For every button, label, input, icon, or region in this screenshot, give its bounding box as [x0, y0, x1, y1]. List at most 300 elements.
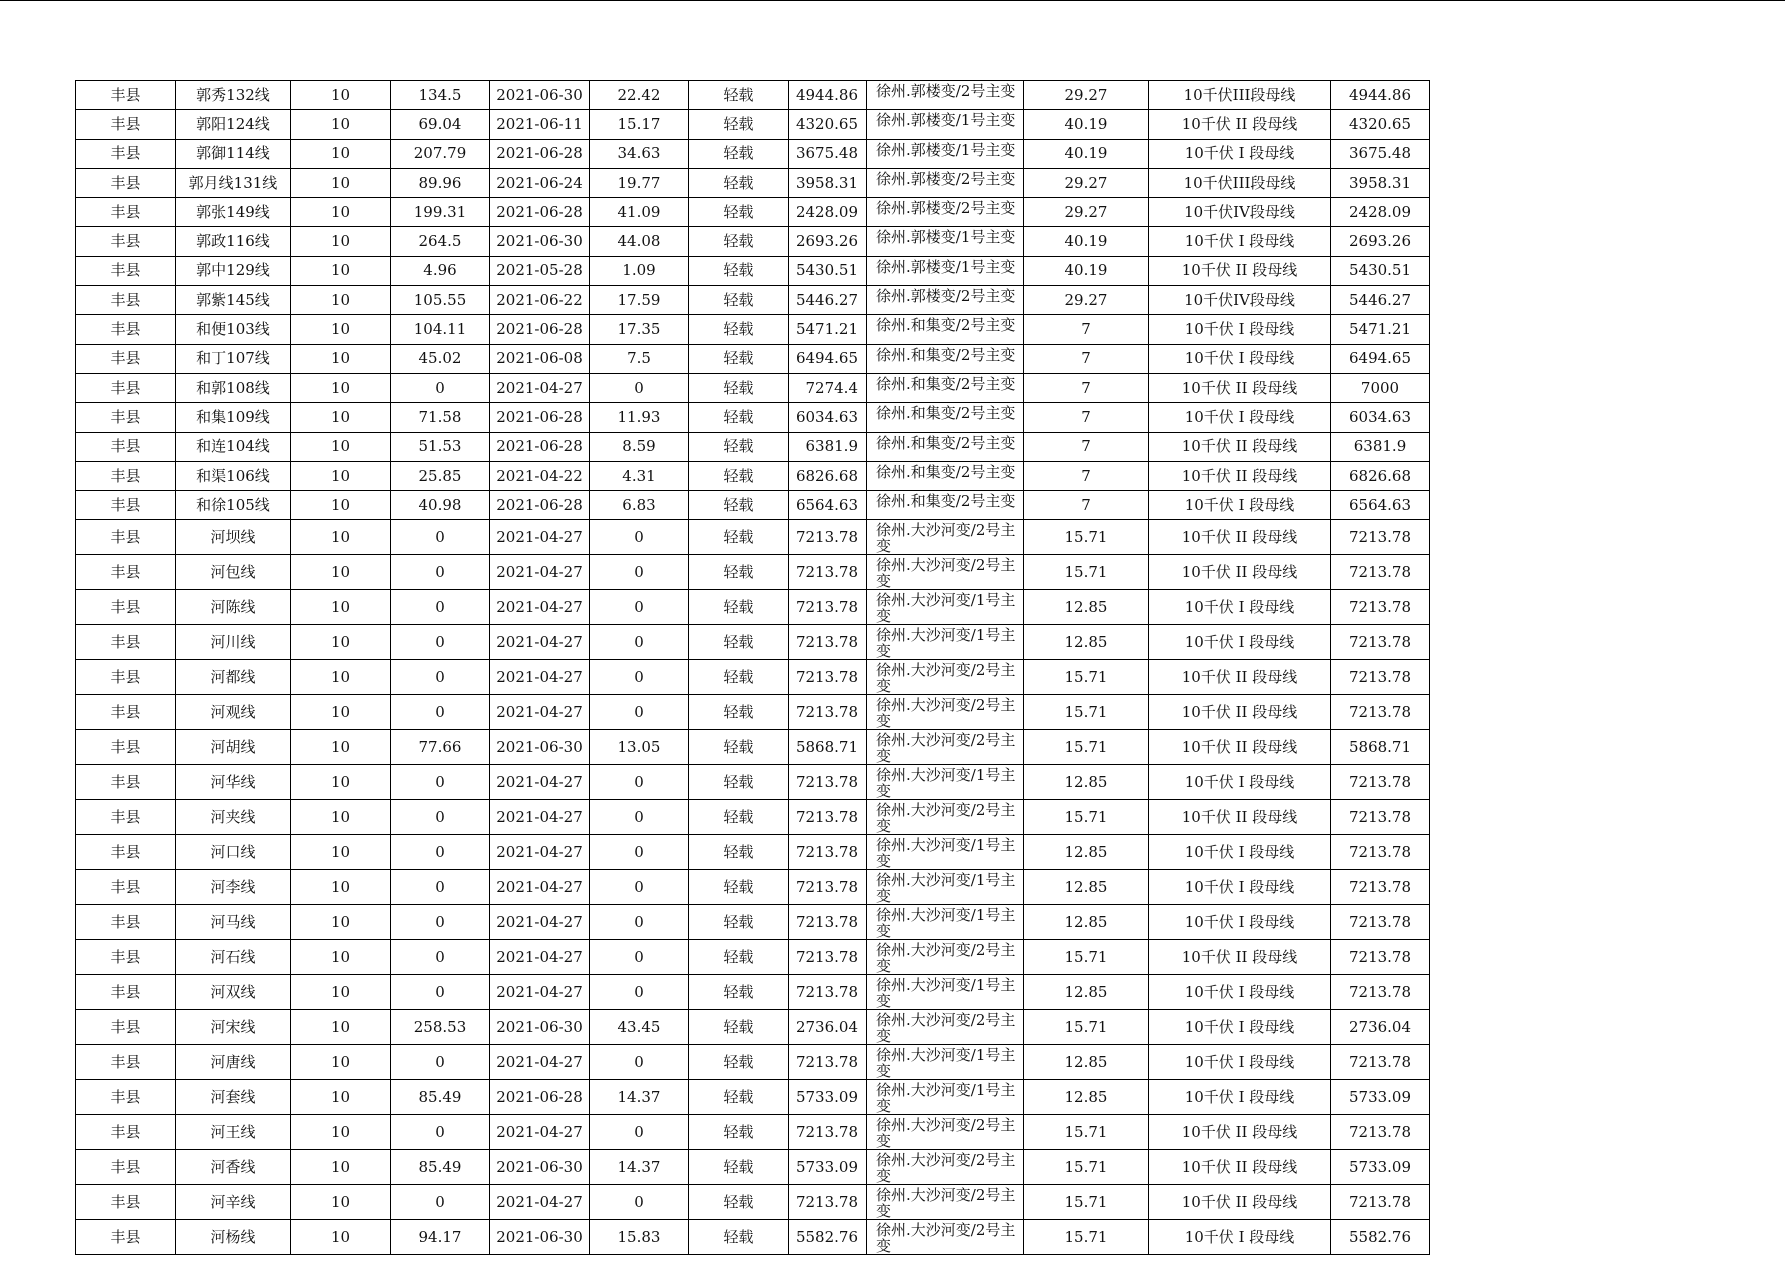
load-status-cell: 轻载: [689, 765, 789, 800]
busbar-cell: 10千伏IV段母线: [1149, 198, 1331, 227]
date-cell: 2021-04-22: [490, 461, 590, 490]
rate-cell: 34.63: [590, 139, 689, 168]
transformer-rate-cell: 12.85: [1024, 835, 1149, 870]
transformer-rate-cell: 29.27: [1024, 198, 1149, 227]
transformer-rate-cell: 12.85: [1024, 905, 1149, 940]
substation-cell: [867, 344, 1024, 373]
county-cell: 丰县: [76, 520, 176, 555]
substation-cell: [867, 461, 1024, 490]
load-status-cell: 轻载: [689, 227, 789, 256]
available-capacity-cell: 7213.78: [1331, 870, 1430, 905]
transformer-rate-cell: 40.19: [1024, 227, 1149, 256]
line-name-cell: 河辛线: [176, 1185, 291, 1220]
voltage-cell: 10: [291, 432, 391, 461]
transformer-rate-cell: 15.71: [1024, 1115, 1149, 1150]
voltage-cell: 10: [291, 555, 391, 590]
substation-cell: [867, 256, 1024, 285]
county-cell: 丰县: [76, 315, 176, 344]
date-cell: 2021-04-27: [490, 1115, 590, 1150]
line-name-cell: 河唐线: [176, 1045, 291, 1080]
rate-cell: 0: [590, 1185, 689, 1220]
transformer-rate-cell: 15.71: [1024, 520, 1149, 555]
busbar-cell: 10千伏 II 段母线: [1149, 373, 1331, 402]
busbar-cell: 10千伏 I 段母线: [1149, 870, 1331, 905]
transformer-rate-cell: 12.85: [1024, 870, 1149, 905]
busbar-cell: 10千伏 I 段母线: [1149, 344, 1331, 373]
load-cell: 0: [391, 870, 490, 905]
county-cell: 丰县: [76, 432, 176, 461]
rate-cell: 8.59: [590, 432, 689, 461]
voltage-cell: 10: [291, 625, 391, 660]
voltage-cell: 10: [291, 1185, 391, 1220]
county-cell: 丰县: [76, 940, 176, 975]
date-cell: 2021-04-27: [490, 1185, 590, 1220]
county-cell: 丰县: [76, 81, 176, 110]
date-cell: 2021-04-27: [490, 695, 590, 730]
transformer-rate-cell: 40.19: [1024, 110, 1149, 139]
busbar-cell: 10千伏 I 段母线: [1149, 491, 1331, 520]
substation-cell: [867, 765, 1024, 800]
capacity-cell: 5471.21: [789, 315, 867, 344]
load-cell: 0: [391, 590, 490, 625]
load-cell: 0: [391, 1045, 490, 1080]
capacity-cell: 5733.09: [789, 1080, 867, 1115]
substation-cell: [867, 1220, 1024, 1255]
voltage-cell: 10: [291, 870, 391, 905]
rate-cell: 0: [590, 765, 689, 800]
substation-cell: [867, 491, 1024, 520]
voltage-cell: 10: [291, 1220, 391, 1255]
voltage-cell: 10: [291, 403, 391, 432]
rate-cell: 0: [590, 625, 689, 660]
line-name-cell: 和连104线: [176, 432, 291, 461]
available-capacity-cell: 4320.65: [1331, 110, 1430, 139]
rate-cell: 14.37: [590, 1080, 689, 1115]
table-row: [76, 1185, 1430, 1220]
available-capacity-cell: 7213.78: [1331, 975, 1430, 1010]
date-cell: 2021-06-30: [490, 1010, 590, 1045]
available-capacity-cell: 7213.78: [1331, 940, 1430, 975]
capacity-cell: 2736.04: [789, 1010, 867, 1045]
substation-cell: [867, 975, 1024, 1010]
voltage-cell: 10: [291, 975, 391, 1010]
available-capacity-cell: 7213.78: [1331, 660, 1430, 695]
busbar-cell: 10千伏 I 段母线: [1149, 1010, 1331, 1045]
rate-cell: 0: [590, 975, 689, 1010]
date-cell: 2021-06-11: [490, 110, 590, 139]
substation-text: 徐州.大沙河变/1号主变: [876, 766, 1016, 800]
load-cell: 0: [391, 800, 490, 835]
busbar-cell: 10千伏 I 段母线: [1149, 227, 1331, 256]
substation-text: 徐州.大沙河变/2号主变: [876, 696, 1016, 730]
substation-text: 徐州.大沙河变/2号主变: [876, 801, 1016, 835]
transformer-rate-cell: 12.85: [1024, 975, 1149, 1010]
rate-cell: 0: [590, 940, 689, 975]
busbar-cell: 10千伏 II 段母线: [1149, 800, 1331, 835]
capacity-cell: 5868.71: [789, 730, 867, 765]
county-cell: 丰县: [76, 730, 176, 765]
load-status-cell: 轻载: [689, 695, 789, 730]
line-name-cell: 和渠106线: [176, 461, 291, 490]
rate-cell: 17.35: [590, 315, 689, 344]
date-cell: 2021-06-08: [490, 344, 590, 373]
busbar-cell: 10千伏 I 段母线: [1149, 625, 1331, 660]
busbar-cell: 10千伏III段母线: [1149, 168, 1331, 197]
busbar-cell: 10千伏 I 段母线: [1149, 765, 1331, 800]
county-cell: 丰县: [76, 975, 176, 1010]
load-cell: 0: [391, 835, 490, 870]
voltage-cell: 10: [291, 344, 391, 373]
capacity-cell: 7213.78: [789, 800, 867, 835]
date-cell: 2021-04-27: [490, 940, 590, 975]
voltage-cell: 10: [291, 940, 391, 975]
load-cell: 0: [391, 373, 490, 402]
date-cell: 2021-05-28: [490, 256, 590, 285]
capacity-cell: 2693.26: [789, 227, 867, 256]
date-cell: 2021-04-27: [490, 870, 590, 905]
load-status-cell: 轻载: [689, 555, 789, 590]
substation-text: 徐州.大沙河变/2号主变: [876, 1221, 1016, 1255]
load-cell: 4.96: [391, 256, 490, 285]
line-name-cell: 河香线: [176, 1150, 291, 1185]
transformer-rate-cell: 15.71: [1024, 1010, 1149, 1045]
capacity-cell: 5430.51: [789, 256, 867, 285]
capacity-cell: 6034.63: [789, 403, 867, 432]
load-status-cell: 轻载: [689, 905, 789, 940]
line-name-cell: 河马线: [176, 905, 291, 940]
transformer-rate-cell: 7: [1024, 344, 1149, 373]
load-cell: 0: [391, 1185, 490, 1220]
transformer-rate-cell: 29.27: [1024, 168, 1149, 197]
busbar-cell: 10千伏 II 段母线: [1149, 520, 1331, 555]
county-cell: 丰县: [76, 1010, 176, 1045]
line-name-cell: 郭政116线: [176, 227, 291, 256]
load-status-cell: 轻载: [689, 168, 789, 197]
date-cell: 2021-04-27: [490, 625, 590, 660]
substation-cell: [867, 800, 1024, 835]
substation-text: 徐州.和集变/2号主变: [876, 433, 1016, 452]
substation-cell: [867, 81, 1024, 110]
load-status-cell: 轻载: [689, 1010, 789, 1045]
voltage-cell: 10: [291, 1115, 391, 1150]
load-cell: 25.85: [391, 461, 490, 490]
voltage-cell: 10: [291, 491, 391, 520]
date-cell: 2021-06-28: [490, 432, 590, 461]
county-cell: 丰县: [76, 695, 176, 730]
load-cell: 0: [391, 905, 490, 940]
table-row: [76, 81, 1430, 110]
line-name-cell: 河观线: [176, 695, 291, 730]
rate-cell: 14.37: [590, 1150, 689, 1185]
rate-cell: 6.83: [590, 491, 689, 520]
voltage-cell: 10: [291, 1010, 391, 1045]
rate-cell: 0: [590, 590, 689, 625]
county-cell: 丰县: [76, 835, 176, 870]
substation-text: 徐州.大沙河变/2号主变: [876, 941, 1016, 975]
table-row: [76, 1010, 1430, 1045]
table-row: [76, 940, 1430, 975]
county-cell: 丰县: [76, 403, 176, 432]
county-cell: 丰县: [76, 765, 176, 800]
line-name-cell: 和郭108线: [176, 373, 291, 402]
substation-text: 徐州.大沙河变/2号主变: [876, 521, 1016, 555]
available-capacity-cell: 7213.78: [1331, 1115, 1430, 1150]
substation-cell: [867, 625, 1024, 660]
substation-text: 徐州.大沙河变/1号主变: [876, 591, 1016, 625]
county-cell: 丰县: [76, 870, 176, 905]
transformer-rate-cell: 29.27: [1024, 81, 1149, 110]
load-cell: 104.11: [391, 315, 490, 344]
substation-text: 徐州.和集变/2号主变: [876, 462, 1016, 481]
capacity-cell: 6826.68: [789, 461, 867, 490]
date-cell: 2021-06-28: [490, 491, 590, 520]
load-status-cell: 轻载: [689, 286, 789, 315]
substation-cell: [867, 730, 1024, 765]
substation-cell: [867, 1115, 1024, 1150]
rate-cell: 0: [590, 1115, 689, 1150]
rate-cell: 0: [590, 905, 689, 940]
table-row: [76, 110, 1430, 139]
table-row: [76, 227, 1430, 256]
capacity-cell: 7213.78: [789, 625, 867, 660]
transformer-rate-cell: 12.85: [1024, 1045, 1149, 1080]
table-row: [76, 373, 1430, 402]
county-cell: 丰县: [76, 1115, 176, 1150]
table-row: [76, 870, 1430, 905]
transformer-rate-cell: 40.19: [1024, 139, 1149, 168]
rate-cell: 0: [590, 520, 689, 555]
rate-cell: 22.42: [590, 81, 689, 110]
available-capacity-cell: 6826.68: [1331, 461, 1430, 490]
transformer-rate-cell: 40.19: [1024, 256, 1149, 285]
capacity-cell: 7213.78: [789, 1115, 867, 1150]
capacity-cell: 7213.78: [789, 905, 867, 940]
transformer-rate-cell: 12.85: [1024, 1080, 1149, 1115]
voltage-cell: 10: [291, 81, 391, 110]
table-row: [76, 139, 1430, 168]
county-cell: 丰县: [76, 1185, 176, 1220]
table-row: [76, 432, 1430, 461]
substation-cell: [867, 520, 1024, 555]
county-cell: 丰县: [76, 198, 176, 227]
line-name-cell: 和集109线: [176, 403, 291, 432]
substation-text: 徐州.大沙河变/1号主变: [876, 626, 1016, 660]
load-status-cell: 轻载: [689, 835, 789, 870]
capacity-cell: 7213.78: [789, 660, 867, 695]
capacity-cell: 7213.78: [789, 870, 867, 905]
load-status-cell: 轻载: [689, 81, 789, 110]
load-status-cell: 轻载: [689, 800, 789, 835]
substation-text: 徐州.大沙河变/2号主变: [876, 1151, 1016, 1185]
load-cell: 0: [391, 520, 490, 555]
substation-text: 徐州.和集变/2号主变: [876, 345, 1016, 364]
table-row: [76, 1080, 1430, 1115]
voltage-cell: 10: [291, 590, 391, 625]
date-cell: 2021-06-30: [490, 1150, 590, 1185]
line-name-cell: 河胡线: [176, 730, 291, 765]
transformer-rate-cell: 7: [1024, 373, 1149, 402]
date-cell: 2021-04-27: [490, 555, 590, 590]
substation-cell: [867, 1080, 1024, 1115]
rate-cell: 0: [590, 695, 689, 730]
rate-cell: 4.31: [590, 461, 689, 490]
substation-text: 徐州.郭楼变/2号主变: [876, 82, 1016, 100]
table-row: [76, 1115, 1430, 1150]
table-row: [76, 555, 1430, 590]
substation-text: 徐州.大沙河变/2号主变: [876, 731, 1016, 765]
substation-cell: [867, 590, 1024, 625]
available-capacity-cell: 2428.09: [1331, 198, 1430, 227]
substation-text: 徐州.郭楼变/2号主变: [876, 169, 1016, 188]
voltage-cell: 10: [291, 695, 391, 730]
substation-text: 徐州.大沙河变/1号主变: [876, 976, 1016, 1010]
substation-cell: [867, 110, 1024, 139]
available-capacity-cell: 5733.09: [1331, 1150, 1430, 1185]
load-status-cell: 轻载: [689, 1220, 789, 1255]
load-cell: 85.49: [391, 1080, 490, 1115]
load-cell: 207.79: [391, 139, 490, 168]
load-status-cell: 轻载: [689, 1150, 789, 1185]
available-capacity-cell: 7213.78: [1331, 1185, 1430, 1220]
date-cell: 2021-04-27: [490, 800, 590, 835]
busbar-cell: 10千伏 I 段母线: [1149, 1220, 1331, 1255]
county-cell: 丰县: [76, 660, 176, 695]
busbar-cell: 10千伏 II 段母线: [1149, 555, 1331, 590]
county-cell: 丰县: [76, 286, 176, 315]
table-row: [76, 905, 1430, 940]
rate-cell: 0: [590, 870, 689, 905]
load-cell: 105.55: [391, 286, 490, 315]
line-name-cell: 河陈线: [176, 590, 291, 625]
county-cell: 丰县: [76, 491, 176, 520]
available-capacity-cell: 3958.31: [1331, 168, 1430, 197]
county-cell: 丰县: [76, 905, 176, 940]
busbar-cell: 10千伏 I 段母线: [1149, 905, 1331, 940]
available-capacity-cell: 6034.63: [1331, 403, 1430, 432]
load-status-cell: 轻载: [689, 870, 789, 905]
county-cell: 丰县: [76, 1220, 176, 1255]
substation-text: 徐州.和集变/2号主变: [876, 316, 1016, 335]
available-capacity-cell: 6381.9: [1331, 432, 1430, 461]
substation-cell: [867, 555, 1024, 590]
load-status-cell: 轻载: [689, 1185, 789, 1220]
voltage-cell: 10: [291, 315, 391, 344]
line-name-cell: 郭紫145线: [176, 286, 291, 315]
county-cell: 丰县: [76, 1080, 176, 1115]
table-row: [76, 461, 1430, 490]
substation-cell: [867, 139, 1024, 168]
rate-cell: 43.45: [590, 1010, 689, 1045]
substation-text: 徐州.大沙河变/2号主变: [876, 1011, 1016, 1045]
county-cell: 丰县: [76, 590, 176, 625]
capacity-cell: 7213.78: [789, 520, 867, 555]
load-status-cell: 轻载: [689, 461, 789, 490]
capacity-cell: 7213.78: [789, 940, 867, 975]
busbar-cell: 10千伏III段母线: [1149, 81, 1331, 110]
busbar-cell: 10千伏 II 段母线: [1149, 660, 1331, 695]
available-capacity-cell: 5733.09: [1331, 1080, 1430, 1115]
transformer-rate-cell: 29.27: [1024, 286, 1149, 315]
voltage-cell: 10: [291, 373, 391, 402]
load-status-cell: 轻载: [689, 1080, 789, 1115]
voltage-cell: 10: [291, 256, 391, 285]
table-row: [76, 315, 1430, 344]
transformer-rate-cell: 15.71: [1024, 800, 1149, 835]
county-cell: 丰县: [76, 800, 176, 835]
line-name-cell: 郭秀132线: [176, 81, 291, 110]
date-cell: 2021-04-27: [490, 1045, 590, 1080]
table-row: [76, 800, 1430, 835]
substation-cell: [867, 1185, 1024, 1220]
county-cell: 丰县: [76, 168, 176, 197]
line-name-cell: 河坝线: [176, 520, 291, 555]
substation-cell: [867, 168, 1024, 197]
rate-cell: 0: [590, 800, 689, 835]
table-row: [76, 765, 1430, 800]
capacity-cell: 3675.48: [789, 139, 867, 168]
substation-text: 徐州.和集变/2号主变: [876, 404, 1016, 423]
rate-cell: 19.77: [590, 168, 689, 197]
load-cell: 0: [391, 660, 490, 695]
available-capacity-cell: 7213.78: [1331, 800, 1430, 835]
line-name-cell: 和丁107线: [176, 344, 291, 373]
load-status-cell: 轻载: [689, 491, 789, 520]
load-status-cell: 轻载: [689, 432, 789, 461]
capacity-cell: 7213.78: [789, 590, 867, 625]
capacity-cell: 3958.31: [789, 168, 867, 197]
substation-text: 徐州.大沙河变/1号主变: [876, 1081, 1016, 1115]
rate-cell: 0: [590, 660, 689, 695]
transformer-rate-cell: 15.71: [1024, 555, 1149, 590]
voltage-cell: 10: [291, 765, 391, 800]
available-capacity-cell: 7213.78: [1331, 555, 1430, 590]
line-name-cell: 河川线: [176, 625, 291, 660]
county-cell: 丰县: [76, 373, 176, 402]
county-cell: 丰县: [76, 110, 176, 139]
date-cell: 2021-06-30: [490, 1220, 590, 1255]
transformer-rate-cell: 15.71: [1024, 1150, 1149, 1185]
rate-cell: 13.05: [590, 730, 689, 765]
substation-cell: [867, 315, 1024, 344]
load-status-cell: 轻载: [689, 730, 789, 765]
substation-cell: [867, 373, 1024, 402]
voltage-cell: 10: [291, 461, 391, 490]
available-capacity-cell: 4944.86: [1331, 81, 1430, 110]
county-cell: 丰县: [76, 461, 176, 490]
table-row: [76, 1220, 1430, 1255]
table-row: [76, 168, 1430, 197]
table-row: [76, 198, 1430, 227]
rate-cell: 7.5: [590, 344, 689, 373]
table-row: [76, 695, 1430, 730]
voltage-cell: 10: [291, 730, 391, 765]
line-name-cell: 河宋线: [176, 1010, 291, 1045]
rate-cell: 11.93: [590, 403, 689, 432]
substation-cell: [867, 1045, 1024, 1080]
voltage-cell: 10: [291, 286, 391, 315]
substation-cell: [867, 940, 1024, 975]
substation-text: 徐州.和集变/2号主变: [876, 492, 1016, 511]
load-status-cell: 轻载: [689, 940, 789, 975]
date-cell: 2021-06-28: [490, 198, 590, 227]
available-capacity-cell: 7213.78: [1331, 1045, 1430, 1080]
table-row: [76, 286, 1430, 315]
substation-text: 徐州.大沙河变/1号主变: [876, 906, 1016, 940]
busbar-cell: 10千伏 II 段母线: [1149, 1150, 1331, 1185]
date-cell: 2021-06-30: [490, 730, 590, 765]
rate-cell: 1.09: [590, 256, 689, 285]
capacity-cell: 7213.78: [789, 695, 867, 730]
